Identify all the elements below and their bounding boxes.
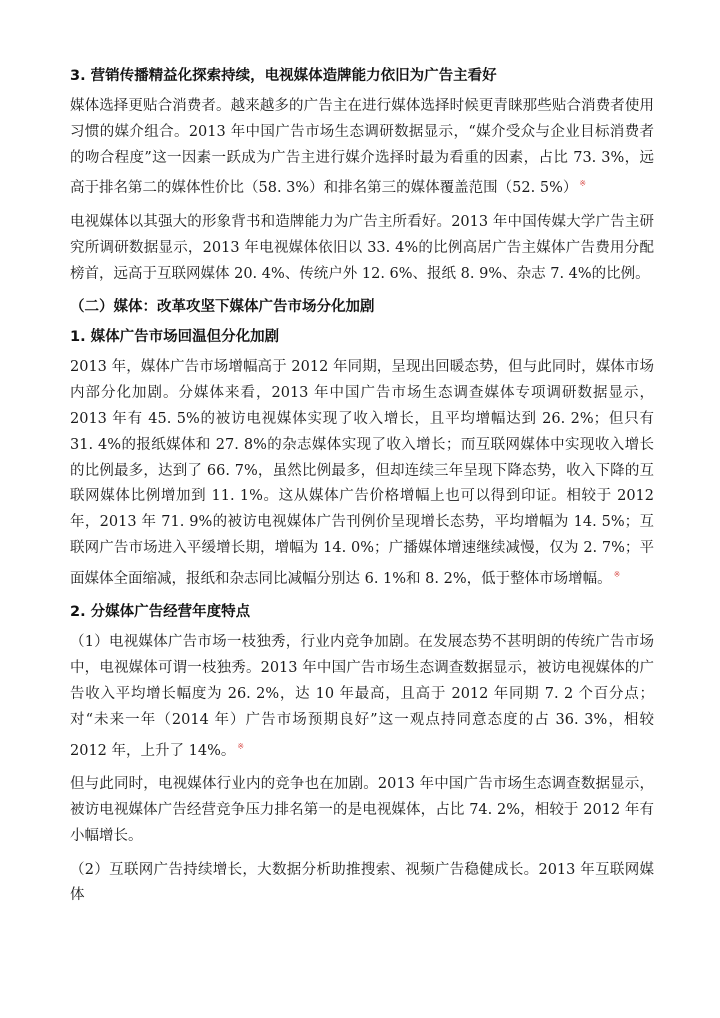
subsection1-heading: 1. 媒体广告市场回温但分化加剧: [70, 329, 280, 346]
paragraph-text: 2013 年，媒体广告市场增幅高于 2012 年同期，呈现出回暖态势，但与此同时，媒体市场内部分化加剧。分媒体来看，2013 年中国广告市场生态调查媒体专项调研数据显示，2013 年有 45. 5%的被访电视媒体实现了收入增长，且平均增幅达到 26. 2%；但只有 31. 4%的报纸媒体和 27. 8%的杂志媒体实现了收入增长；而互联网媒体中实现收入增长的比例最多，达到了 66. 7%，虽然比例最多，但却连续三年呈现下降态势，收入下降的互联网媒体比例增加到 11. 1%。这从媒体广告价格增幅上也可以得到印证。相较于 2012 年，2013 年 71. 9%的被访电视媒体广告刊例价呈现增长态势，平均增幅为 14. 5%；互联网广告市场进入平缓增长期，增幅为 14. 0%；广播媒体增速继续减慢，仅为 2. 7%；平面媒体全面缩减，报纸和杂志同比减幅分别达 6. 1%和 8. 2%，低于整体市场增幅。: [70, 359, 654, 587]
footnote-reference-icon[interactable]: ※: [237, 741, 245, 751]
paragraph-text: （2）互联网广告持续增长，大数据分析助推搜索、视频广告稳健成长。2013 年互联网媒体: [70, 861, 654, 904]
paragraph-internet-advertising: [70, 858, 654, 910]
section3-heading: 3. 营销传播精益化探索持续，电视媒体造牌能力依旧为广告主看好: [70, 68, 497, 84]
paragraph-text: 电视媒体以其强大的形象背书和造牌能力为广告主所看好。2013 年中国传媒大学广告主研究所调研数据显示，2013 年电视媒体依旧以 33. 4%的比例高居广告主媒体广告费用分配榜首，远高于互联网媒体 20. 4%、传统户外 12. 6%、报纸 8. 9%、杂志 7. 4%的比例。: [70, 214, 654, 282]
paragraph-tv-branding: [70, 210, 654, 287]
paragraph-tv-advertising: [70, 630, 654, 764]
part2-heading: （二）媒体：改革攻坚下媒体广告市场分化加剧: [70, 299, 375, 316]
paragraph-text: （1）电视媒体广告市场一枝独秀，行业内竞争加剧。在发展态势不甚明朗的传统广告市场中，电视媒体可谓一枝独秀。2013 年中国广告市场生态调查数据显示，被访电视媒体的广告收入平均增长幅度为 26. 2%，达 10 年最高，且高于 2012 年同期 7. 2 个百分点；对“未来一年（2014 年）广告市场预期良好”这一观点持同意态度的占 36. 3%，相较 2012 年，上升了 14%。: [70, 634, 654, 759]
paragraph-tv-competition: [70, 772, 654, 849]
footnote-reference-icon[interactable]: ※: [613, 569, 621, 579]
paragraph-text: 但与此同时，电视媒体行业内的竞争也在加剧。2013 年中国广告市场生态调查数据显示，被访电视媒体广告经营竞争压力排名第一的是电视媒体，占比 74. 2%，相较于 2012 年有小幅增长。: [70, 776, 654, 844]
subsection2-heading: 2. 分媒体广告经营年度特点: [70, 604, 251, 621]
paragraph-text: 媒体选择更贴合消费者。越来越多的广告主在进行媒体选择时候更青睐那些贴合消费者使用习惯的媒介组合。2013 年中国广告市场生态调研数据显示，“媒介受众与企业目标消费者的吻合程度”这一因素一跃成为广告主进行媒介选择时最为看重的因素，占比 73. 3%，远高于排名第二的媒体性价比（58. 3%）和排名第三的媒体覆盖范围（52. 5%）: [70, 98, 654, 197]
paragraph-market-differentiation: [70, 355, 654, 592]
document-page: [70, 64, 654, 917]
footnote-reference-icon[interactable]: ※: [579, 179, 587, 189]
paragraph-media-selection: [70, 94, 654, 202]
